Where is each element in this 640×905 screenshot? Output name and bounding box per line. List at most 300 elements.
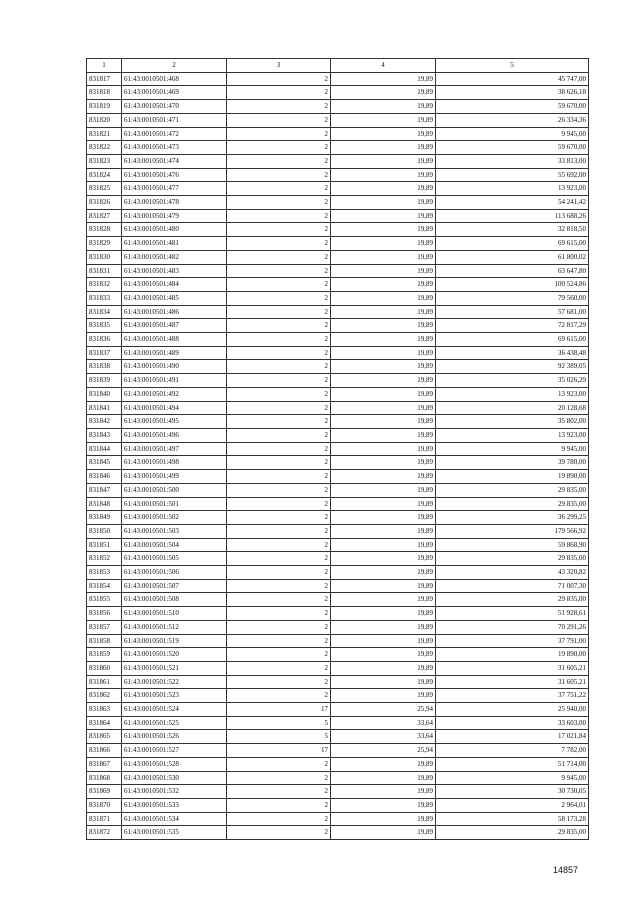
col4-value: 19,89 [331, 250, 436, 264]
col3-value: 2 [227, 86, 331, 100]
table-row [87, 182, 589, 196]
cadastral-number: 61:43:0010501:527 [122, 744, 227, 758]
col3-value: 2 [227, 223, 331, 237]
col3-value: 2 [227, 524, 331, 538]
col5-value: 32 818,50 [436, 223, 589, 237]
row-number: 831835 [87, 319, 122, 333]
col4-value: 19,89 [331, 607, 436, 621]
col3-value: 2 [227, 100, 331, 114]
table-row [87, 86, 589, 100]
row-number: 831844 [87, 442, 122, 456]
col4-value: 19,89 [331, 168, 436, 182]
col3-value: 2 [227, 154, 331, 168]
col4-value: 19,89 [331, 470, 436, 484]
col5-value: 29 835,00 [436, 483, 589, 497]
row-number: 831862 [87, 689, 122, 703]
col3-value: 2 [227, 620, 331, 634]
table-row [87, 346, 589, 360]
col4-value: 19,89 [331, 785, 436, 799]
cadastral-number: 61:43:0010501:479 [122, 209, 227, 223]
col3-value: 2 [227, 415, 331, 429]
col3-value: 2 [227, 798, 331, 812]
col3-value: 2 [227, 141, 331, 155]
col4-value: 19,89 [331, 415, 436, 429]
col3-value: 2 [227, 771, 331, 785]
cadastral-number: 61:43:0010501:491 [122, 374, 227, 388]
cadastral-number: 61:43:0010501:487 [122, 319, 227, 333]
col5-value: 37 791,00 [436, 634, 589, 648]
col3-value: 2 [227, 305, 331, 319]
col4-value: 19,89 [331, 661, 436, 675]
col5-value: 92 389,05 [436, 360, 589, 374]
col3-value: 2 [227, 634, 331, 648]
col4-value: 19,89 [331, 812, 436, 826]
table-row [87, 209, 589, 223]
row-number: 831820 [87, 113, 122, 127]
col5-value: 33 603,00 [436, 716, 589, 730]
cadastral-number: 61:43:0010501:502 [122, 511, 227, 525]
row-number: 831849 [87, 511, 122, 525]
cadastral-number: 61:43:0010501:489 [122, 346, 227, 360]
col4-value: 19,89 [331, 141, 436, 155]
row-number: 831860 [87, 661, 122, 675]
col5-value: 9 945,00 [436, 442, 589, 456]
col5-value: 57 681,00 [436, 305, 589, 319]
col5-value: 36 438,48 [436, 346, 589, 360]
col5-value: 51 714,00 [436, 757, 589, 771]
col3-value: 2 [227, 552, 331, 566]
col5-value: 31 605,21 [436, 661, 589, 675]
cadastral-number: 61:43:0010501:473 [122, 141, 227, 155]
col4-value: 19,89 [331, 72, 436, 86]
row-number: 831861 [87, 675, 122, 689]
table-row [87, 579, 589, 593]
table-row [87, 387, 589, 401]
table-row [87, 264, 589, 278]
row-number: 831817 [87, 72, 122, 86]
table-row [87, 798, 589, 812]
col4-value: 19,89 [331, 346, 436, 360]
col5-value: 35 026,29 [436, 374, 589, 388]
table-row [87, 757, 589, 771]
col4-value: 19,89 [331, 319, 436, 333]
table-row [87, 401, 589, 415]
col5-value: 113 688,26 [436, 209, 589, 223]
table-row [87, 456, 589, 470]
table-row [87, 319, 589, 333]
col4-value: 19,89 [331, 113, 436, 127]
col3-value: 2 [227, 113, 331, 127]
col5-value: 2 964,01 [436, 798, 589, 812]
col5-value: 29 835,00 [436, 826, 589, 840]
col4-value: 33,64 [331, 716, 436, 730]
cadastral-number: 61:43:0010501:504 [122, 538, 227, 552]
col3-value: 2 [227, 593, 331, 607]
col5-value: 100 524,86 [436, 278, 589, 292]
col4-value: 19,89 [331, 483, 436, 497]
cadastral-number: 61:43:0010501:480 [122, 223, 227, 237]
col3-value: 2 [227, 127, 331, 141]
table-row [87, 72, 589, 86]
col4-value: 19,89 [331, 127, 436, 141]
row-number: 831854 [87, 579, 122, 593]
col4-value: 19,89 [331, 771, 436, 785]
cadastral-number: 61:43:0010501:468 [122, 72, 227, 86]
col5-value: 79 560,00 [436, 291, 589, 305]
row-number: 831867 [87, 757, 122, 771]
table-row [87, 113, 589, 127]
row-number: 831834 [87, 305, 122, 319]
table-row [87, 593, 589, 607]
cadastral-number: 61:43:0010501:523 [122, 689, 227, 703]
col5-value: 26 334,36 [436, 113, 589, 127]
cadastral-number: 61:43:0010501:530 [122, 771, 227, 785]
col3-value: 2 [227, 579, 331, 593]
cadastral-number: 61:43:0010501:524 [122, 703, 227, 717]
row-number: 831833 [87, 291, 122, 305]
cadastral-number: 61:43:0010501:470 [122, 100, 227, 114]
col3-value: 2 [227, 291, 331, 305]
col3-value: 2 [227, 346, 331, 360]
cadastral-number: 61:43:0010501:486 [122, 305, 227, 319]
cadastral-number: 61:43:0010501:526 [122, 730, 227, 744]
cadastral-number: 61:43:0010501:525 [122, 716, 227, 730]
col3-value: 2 [227, 566, 331, 580]
cadastral-number: 61:43:0010501:494 [122, 401, 227, 415]
col4-value: 19,89 [331, 196, 436, 210]
table-row [87, 620, 589, 634]
table-row [87, 634, 589, 648]
table-row [87, 442, 589, 456]
col5-value: 19 890,00 [436, 470, 589, 484]
row-number: 831847 [87, 483, 122, 497]
col4-value: 19,89 [331, 223, 436, 237]
col4-value: 19,89 [331, 524, 436, 538]
col4-value: 19,89 [331, 209, 436, 223]
row-number: 831838 [87, 360, 122, 374]
row-number: 831845 [87, 456, 122, 470]
col5-value: 51 928,61 [436, 607, 589, 621]
cadastral-number: 61:43:0010501:476 [122, 168, 227, 182]
header-row [87, 59, 589, 73]
col4-value: 25,94 [331, 703, 436, 717]
table-row [87, 648, 589, 662]
cadastral-number: 61:43:0010501:510 [122, 607, 227, 621]
col3-value: 2 [227, 264, 331, 278]
table-row [87, 483, 589, 497]
table-body [87, 72, 589, 839]
col4-value: 25,94 [331, 744, 436, 758]
col3-value: 5 [227, 730, 331, 744]
col5-value: 39 780,00 [436, 456, 589, 470]
row-number: 831836 [87, 333, 122, 347]
cadastral-number: 61:43:0010501:508 [122, 593, 227, 607]
table-row [87, 566, 589, 580]
col5-value: 37 751,22 [436, 689, 589, 703]
cadastral-number: 61:43:0010501:485 [122, 291, 227, 305]
col3-value: 2 [227, 250, 331, 264]
col4-value: 19,89 [331, 387, 436, 401]
row-number: 831840 [87, 387, 122, 401]
col4-value: 19,89 [331, 675, 436, 689]
row-number: 831821 [87, 127, 122, 141]
table-row [87, 538, 589, 552]
col3-value: 2 [227, 826, 331, 840]
col5-value: 9 945,00 [436, 771, 589, 785]
col3-value: 17 [227, 744, 331, 758]
col5-value: 69 615,00 [436, 333, 589, 347]
col5-value: 58 173,28 [436, 812, 589, 826]
col4-value: 19,89 [331, 456, 436, 470]
row-number: 831863 [87, 703, 122, 717]
row-number: 831822 [87, 141, 122, 155]
cadastral-number: 61:43:0010501:528 [122, 757, 227, 771]
col4-value: 19,89 [331, 757, 436, 771]
col5-value: 71 007,30 [436, 579, 589, 593]
col4-value: 19,89 [331, 237, 436, 251]
col4-value: 19,89 [331, 634, 436, 648]
col3-value: 2 [227, 538, 331, 552]
table-row [87, 250, 589, 264]
row-number: 831823 [87, 154, 122, 168]
page-number: 14857 [553, 865, 579, 875]
row-number: 831864 [87, 716, 122, 730]
col4-value: 19,89 [331, 579, 436, 593]
row-number: 831848 [87, 497, 122, 511]
col5-value: 33 813,00 [436, 154, 589, 168]
cadastral-number: 61:43:0010501:519 [122, 634, 227, 648]
cadastral-number: 61:43:0010501:481 [122, 237, 227, 251]
col3-value: 2 [227, 401, 331, 415]
cadastral-number: 61:43:0010501:478 [122, 196, 227, 210]
table-row [87, 168, 589, 182]
col5-value: 20 128,68 [436, 401, 589, 415]
cadastral-number: 61:43:0010501:500 [122, 483, 227, 497]
cadastral-number: 61:43:0010501:469 [122, 86, 227, 100]
row-number: 831872 [87, 826, 122, 840]
cadastral-number: 61:43:0010501:505 [122, 552, 227, 566]
row-number: 831824 [87, 168, 122, 182]
table-row [87, 716, 589, 730]
row-number: 831839 [87, 374, 122, 388]
col4-value: 19,89 [331, 100, 436, 114]
col3-value: 2 [227, 648, 331, 662]
col5-value: 63 647,80 [436, 264, 589, 278]
table-row [87, 675, 589, 689]
table-row [87, 826, 589, 840]
table-row [87, 291, 589, 305]
col4-value: 19,89 [331, 291, 436, 305]
cadastral-number: 61:43:0010501:483 [122, 264, 227, 278]
cadastral-number: 61:43:0010501:535 [122, 826, 227, 840]
header-cell-2: 2 [122, 59, 227, 73]
col3-value: 2 [227, 689, 331, 703]
cadastral-number: 61:43:0010501:521 [122, 661, 227, 675]
table-row [87, 415, 589, 429]
col5-value: 19 890,00 [436, 648, 589, 662]
col5-value: 59 670,00 [436, 141, 589, 155]
col4-value: 19,89 [331, 86, 436, 100]
col5-value: 43 320,82 [436, 566, 589, 580]
col4-value: 19,89 [331, 428, 436, 442]
row-number: 831843 [87, 428, 122, 442]
table-row [87, 812, 589, 826]
row-number: 831856 [87, 607, 122, 621]
header-cell-1: 1 [87, 59, 122, 73]
col4-value: 19,89 [331, 552, 436, 566]
cadastral-number: 61:43:0010501:496 [122, 428, 227, 442]
col4-value: 19,89 [331, 333, 436, 347]
col5-value: 29 835,00 [436, 497, 589, 511]
col5-value: 36 299,25 [436, 511, 589, 525]
table-row [87, 127, 589, 141]
table-row [87, 154, 589, 168]
table-row [87, 196, 589, 210]
col4-value: 19,89 [331, 401, 436, 415]
col4-value: 19,89 [331, 648, 436, 662]
col5-value: 72 817,29 [436, 319, 589, 333]
row-number: 831871 [87, 812, 122, 826]
cadastral-number: 61:43:0010501:472 [122, 127, 227, 141]
row-number: 831831 [87, 264, 122, 278]
cadastral-number: 61:43:0010501:501 [122, 497, 227, 511]
col3-value: 2 [227, 237, 331, 251]
col3-value: 2 [227, 360, 331, 374]
row-number: 831870 [87, 798, 122, 812]
table-row [87, 360, 589, 374]
col3-value: 2 [227, 319, 331, 333]
cadastral-number: 61:43:0010501:532 [122, 785, 227, 799]
col5-value: 70 291,26 [436, 620, 589, 634]
table-row [87, 744, 589, 758]
table-row [87, 552, 589, 566]
col5-value: 13 923,00 [436, 428, 589, 442]
col3-value: 2 [227, 442, 331, 456]
col3-value: 2 [227, 333, 331, 347]
cadastral-number: 61:43:0010501:471 [122, 113, 227, 127]
col5-value: 25 940,00 [436, 703, 589, 717]
table-row [87, 771, 589, 785]
row-number: 831851 [87, 538, 122, 552]
cadastral-number: 61:43:0010501:484 [122, 278, 227, 292]
col4-value: 19,89 [331, 442, 436, 456]
table-row [87, 730, 589, 744]
col3-value: 5 [227, 716, 331, 730]
col4-value: 19,89 [331, 566, 436, 580]
table-row [87, 305, 589, 319]
row-number: 831819 [87, 100, 122, 114]
row-number: 831829 [87, 237, 122, 251]
col4-value: 19,89 [331, 374, 436, 388]
col5-value: 35 802,00 [436, 415, 589, 429]
table-row [87, 785, 589, 799]
header-cell-4: 4 [331, 59, 436, 73]
col5-value: 38 626,18 [436, 86, 589, 100]
table-row [87, 428, 589, 442]
cadastral-number: 61:43:0010501:497 [122, 442, 227, 456]
col4-value: 19,89 [331, 182, 436, 196]
col4-value: 19,89 [331, 278, 436, 292]
col3-value: 2 [227, 278, 331, 292]
table-row [87, 237, 589, 251]
col4-value: 19,89 [331, 264, 436, 278]
col3-value: 2 [227, 72, 331, 86]
col3-value: 2 [227, 168, 331, 182]
row-number: 831818 [87, 86, 122, 100]
col3-value: 17 [227, 703, 331, 717]
cadastral-number: 61:43:0010501:495 [122, 415, 227, 429]
col3-value: 2 [227, 374, 331, 388]
col5-value: 30 730,05 [436, 785, 589, 799]
table-row [87, 278, 589, 292]
col4-value: 19,89 [331, 826, 436, 840]
col4-value: 19,89 [331, 305, 436, 319]
col3-value: 2 [227, 209, 331, 223]
col5-value: 17 021,84 [436, 730, 589, 744]
cadastral-number: 61:43:0010501:474 [122, 154, 227, 168]
cadastral-number: 61:43:0010501:498 [122, 456, 227, 470]
col3-value: 2 [227, 497, 331, 511]
col4-value: 19,89 [331, 798, 436, 812]
col5-value: 59 670,00 [436, 100, 589, 114]
row-number: 831832 [87, 278, 122, 292]
col5-value: 7 782,00 [436, 744, 589, 758]
cadastral-number: 61:43:0010501:488 [122, 333, 227, 347]
col5-value: 29 835,00 [436, 552, 589, 566]
col3-value: 2 [227, 661, 331, 675]
table-row [87, 470, 589, 484]
row-number: 831869 [87, 785, 122, 799]
row-number: 831858 [87, 634, 122, 648]
table-row [87, 374, 589, 388]
row-number: 831826 [87, 196, 122, 210]
data-table [86, 58, 589, 840]
col3-value: 2 [227, 785, 331, 799]
row-number: 831868 [87, 771, 122, 785]
cadastral-number: 61:43:0010501:522 [122, 675, 227, 689]
col4-value: 19,89 [331, 154, 436, 168]
col5-value: 59 868,90 [436, 538, 589, 552]
col4-value: 33,64 [331, 730, 436, 744]
col5-value: 13 923,00 [436, 387, 589, 401]
col5-value: 9 945,00 [436, 127, 589, 141]
row-number: 831857 [87, 620, 122, 634]
row-number: 831852 [87, 552, 122, 566]
row-number: 831853 [87, 566, 122, 580]
col5-value: 54 241,42 [436, 196, 589, 210]
row-number: 831825 [87, 182, 122, 196]
cadastral-number: 61:43:0010501:477 [122, 182, 227, 196]
table-row [87, 689, 589, 703]
cadastral-number: 61:43:0010501:490 [122, 360, 227, 374]
col5-value: 61 800,02 [436, 250, 589, 264]
col3-value: 2 [227, 470, 331, 484]
col4-value: 19,89 [331, 620, 436, 634]
table-row [87, 333, 589, 347]
row-number: 831855 [87, 593, 122, 607]
col5-value: 179 566,92 [436, 524, 589, 538]
cadastral-number: 61:43:0010501:533 [122, 798, 227, 812]
cadastral-number: 61:43:0010501:506 [122, 566, 227, 580]
table-row [87, 703, 589, 717]
col4-value: 19,89 [331, 511, 436, 525]
table-row [87, 141, 589, 155]
row-number: 831850 [87, 524, 122, 538]
col3-value: 2 [227, 483, 331, 497]
row-number: 831859 [87, 648, 122, 662]
col3-value: 2 [227, 511, 331, 525]
row-number: 831865 [87, 730, 122, 744]
